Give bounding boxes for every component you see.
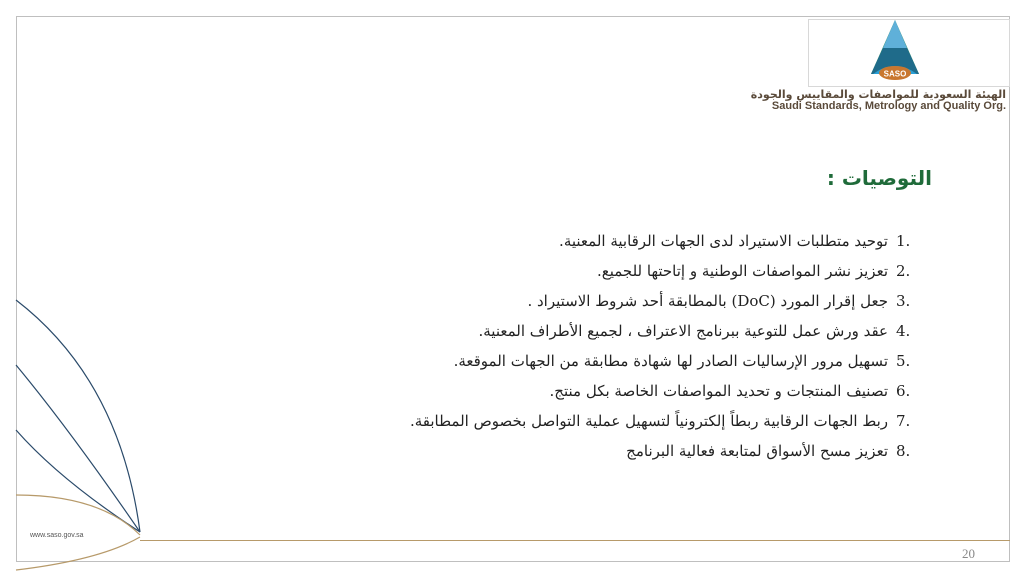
list-item xyxy=(232,376,932,406)
item-number: 6. xyxy=(896,382,911,400)
item-number: 1. xyxy=(896,232,911,250)
logo-text: SASO xyxy=(883,69,907,79)
recommendations-list xyxy=(232,226,932,466)
list-item xyxy=(232,286,932,316)
organization-name-english: Saudi Standards, Metrology and Quality Org. xyxy=(771,100,1006,112)
item-text: جعل إقرار المورد (DoC) بالمطابقة أحد شروط الاستيراد . xyxy=(527,292,888,310)
page-number: 20 xyxy=(962,546,975,561)
item-text: تصنيف المنتجات و تحديد المواصفات الخاصة بكل منتج. xyxy=(549,382,888,400)
item-text: تعزيز مسح الأسواق لمتابعة فعالية البرنامج xyxy=(626,442,888,460)
item-number: 2. xyxy=(896,262,911,280)
list-item xyxy=(232,226,932,256)
item-number: 3. xyxy=(896,292,911,310)
item-text: تعزيز نشر المواصفات الوطنية و إتاحتها للجميع. xyxy=(596,262,888,280)
item-number: 4. xyxy=(896,322,911,340)
footer-divider xyxy=(140,540,1010,541)
list-item xyxy=(232,436,932,466)
saso-logo-icon xyxy=(865,18,925,88)
item-text: توحيد متطلبات الاستيراد لدى الجهات الرقابية المعنية. xyxy=(559,232,888,250)
item-number: 5. xyxy=(896,352,911,370)
page-title: التوصيات : xyxy=(826,166,932,190)
item-text: ربط الجهات الرقابية ربطاً إلكترونياً لتسهيل عملية التواصل بخصوص المطابقة. xyxy=(409,412,888,430)
list-item xyxy=(232,346,932,376)
item-number: 7. xyxy=(896,412,911,430)
item-text: تسهيل مرور الإرساليات الصادر لها شهادة مطابقة من الجهات الموقعة. xyxy=(453,352,888,370)
item-number: 8. xyxy=(896,442,911,460)
list-item xyxy=(232,256,932,286)
list-item xyxy=(232,406,932,436)
organization-name-arabic: الهيئة السعودية للمواصفات والمقاييس والجودة xyxy=(750,88,1006,101)
decorative-curves xyxy=(0,0,160,576)
website-url: www.saso.gov.sa xyxy=(30,532,84,539)
list-item xyxy=(232,316,932,346)
item-text: عقد ورش عمل للتوعية ببرنامج الاعتراف ، لجميع الأطراف المعنية. xyxy=(478,322,888,340)
